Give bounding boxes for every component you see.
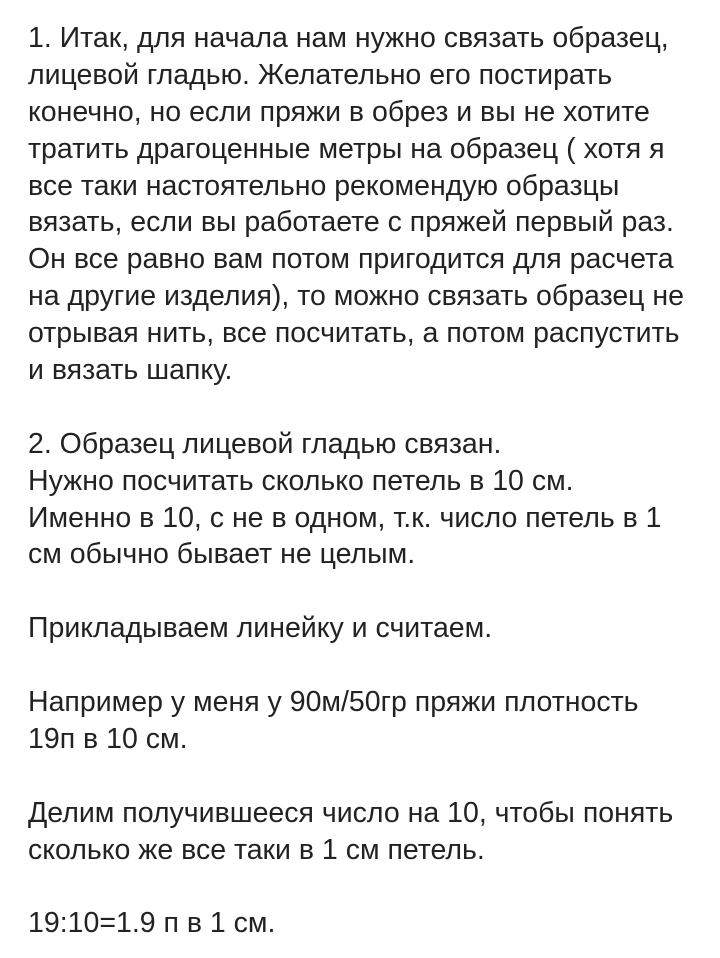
paragraph-spacer [28,573,698,610]
text-line: 1. Итак, для начала нам нужно связать образец, [28,22,669,54]
article-text [28,20,698,942]
text-line: Именно в 10, с не в одном, т.к. число петель в 1 [28,501,662,534]
text-line: и вязать шапку. [28,354,233,387]
paragraph-spacer [28,389,698,426]
text-line: Он все равно вам потом пригодится для расчета [28,243,674,276]
paragraph-6 [28,905,698,942]
paragraph-1 [28,20,698,389]
text-line: см обычно бывает не целым. [28,538,416,571]
paragraph-spacer [28,868,698,905]
text-line: Делим получившееся число на 10, чтобы понять [28,796,674,829]
text-line: Прикладываем линейку и считаем. [28,612,493,645]
text-line: конечно, но если пряжи в обрез и вы не хотите [28,95,650,128]
text-line: все таки настоятельно рекомендую образцы [28,169,620,202]
paragraph-spacer [28,647,698,684]
text-line: вязать, если вы работаете с пряжей первый раз. [28,206,674,239]
paragraph-2 [28,426,698,574]
text-line: на другие изделия), то можно связать образец не [28,280,685,313]
text-line: тратить драгоценные метры на образец ( хотя я [28,132,665,165]
paragraph-5 [28,795,698,869]
text-line: лицевой гладью. Желательно его постирать [28,58,613,91]
text-line: 2. Образец лицевой гладью связан. [28,427,502,460]
text-line: 19п в 10 см. [28,722,188,755]
text-line: 19:10=1.9 п в 1 см. [28,907,276,940]
paragraph-spacer [28,758,698,795]
text-line: Нужно посчитать сколько петель в 10 см. [28,464,574,497]
text-line: сколько же все таки в 1 см петель. [28,833,485,866]
paragraph-3 [28,610,698,647]
paragraph-4 [28,684,698,758]
text-line: Например у меня у 90м/50гр пряжи плотность [28,686,639,719]
text-line: отрывая нить, все посчитать, а потом распустить [28,317,680,350]
